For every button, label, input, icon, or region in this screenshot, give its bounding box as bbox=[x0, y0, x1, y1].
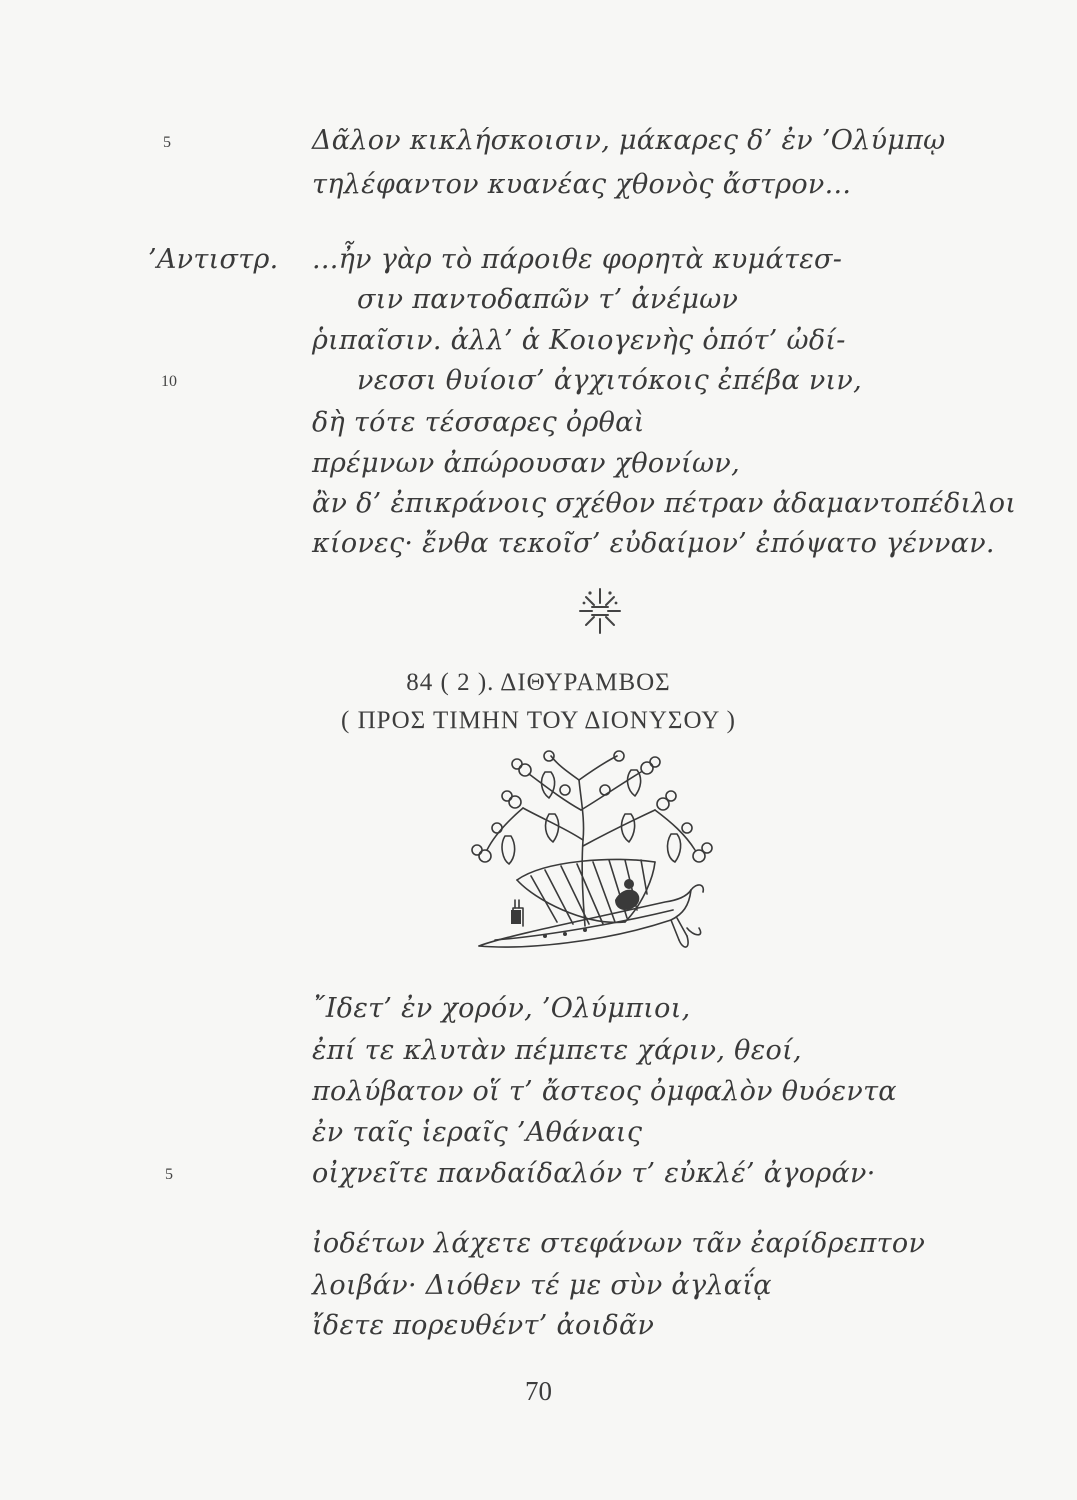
section-title: 84 ( 2 ). ΔΙΘΥΡΑΜΒΟΣ bbox=[406, 669, 671, 696]
verse-line: ἂν δ’ ἐπικράνοις σχέθον πέτραν ἀδαμαντοπέδιλοι bbox=[312, 488, 1017, 519]
verse-line: πολύβατον οἵ τ’ ἄστεος ὀμφαλὸν θυόεντα bbox=[312, 1076, 897, 1107]
verse-line: ἐπί τε κλυτὰν πέμπετε χάριν, θεοί, bbox=[312, 1035, 802, 1066]
line-number: 5 bbox=[163, 134, 171, 151]
dionysus-ship-vine-illustration bbox=[465, 750, 725, 965]
verse-line: ῎Ιδετ’ ἐν χορόν, ’Ολύμπιοι, bbox=[312, 993, 691, 1024]
verse-line: ἰοδέτων λάχετε στεφάνων τᾶν ἐαρίδρεπτον bbox=[312, 1228, 926, 1259]
verse-line: κίονες· ἔνθα τεκοῖσ’ εὐδαίμον’ ἐπόψατο γένναν. bbox=[312, 528, 995, 559]
verse-line: τηλέφαντον κυανέας χθονὸς ἄστρον... bbox=[312, 169, 852, 200]
verse-line: δὴ τότε τέσσαρες ὀρθαὶ bbox=[312, 407, 645, 438]
verse-line: ἴδετε πορευθέντ’ ἀοιδᾶν bbox=[312, 1310, 655, 1341]
page-number: 70 bbox=[525, 1376, 552, 1406]
verse-line: ῥιπαῖσιν. ἀλλ’ ἁ Κοιογενὴς ὁπότ’ ὠδί- bbox=[312, 325, 846, 356]
verse-line: ...ἦν γὰρ τὸ πάροιθε φορητὰ κυμάτεσ- bbox=[312, 244, 843, 275]
verse-line: πρέμνων ἀπώρουσαν χθονίων, bbox=[312, 448, 740, 479]
line-number: 10 bbox=[161, 373, 177, 390]
verse-line: νεσσι θυίοισ’ ἀγχιτόκοις ἐπέβα νιν, bbox=[357, 365, 863, 396]
star-ornament-icon bbox=[572, 583, 628, 639]
line-number: 5 bbox=[165, 1166, 173, 1183]
verse-line: λοιβάν· Διόθεν τέ με σὺν ἀγλαΐᾳ bbox=[312, 1270, 772, 1301]
section-subtitle: ( ΠΡΟΣ ΤΙΜΗΝ ΤΟΥ ΔΙΟΝΥΣΟΥ ) bbox=[341, 707, 736, 734]
antistrophe-label: ’Αντιστρ. bbox=[148, 244, 279, 275]
verse-line: οἰχνεῖτε πανδαίδαλόν τ’ εὐκλέ’ ἀγοράν· bbox=[312, 1158, 876, 1189]
verse-line: Δᾶλον κικλήσκοισιν, μάκαρες δ’ ἐν ’Ολύμπῳ bbox=[312, 125, 946, 156]
verse-line: ἐν ταῖς ἱεραῖς ’Αθάναις bbox=[312, 1117, 643, 1148]
verse-line: σιν παντοδαπῶν τ’ ἀνέμων bbox=[357, 284, 739, 315]
